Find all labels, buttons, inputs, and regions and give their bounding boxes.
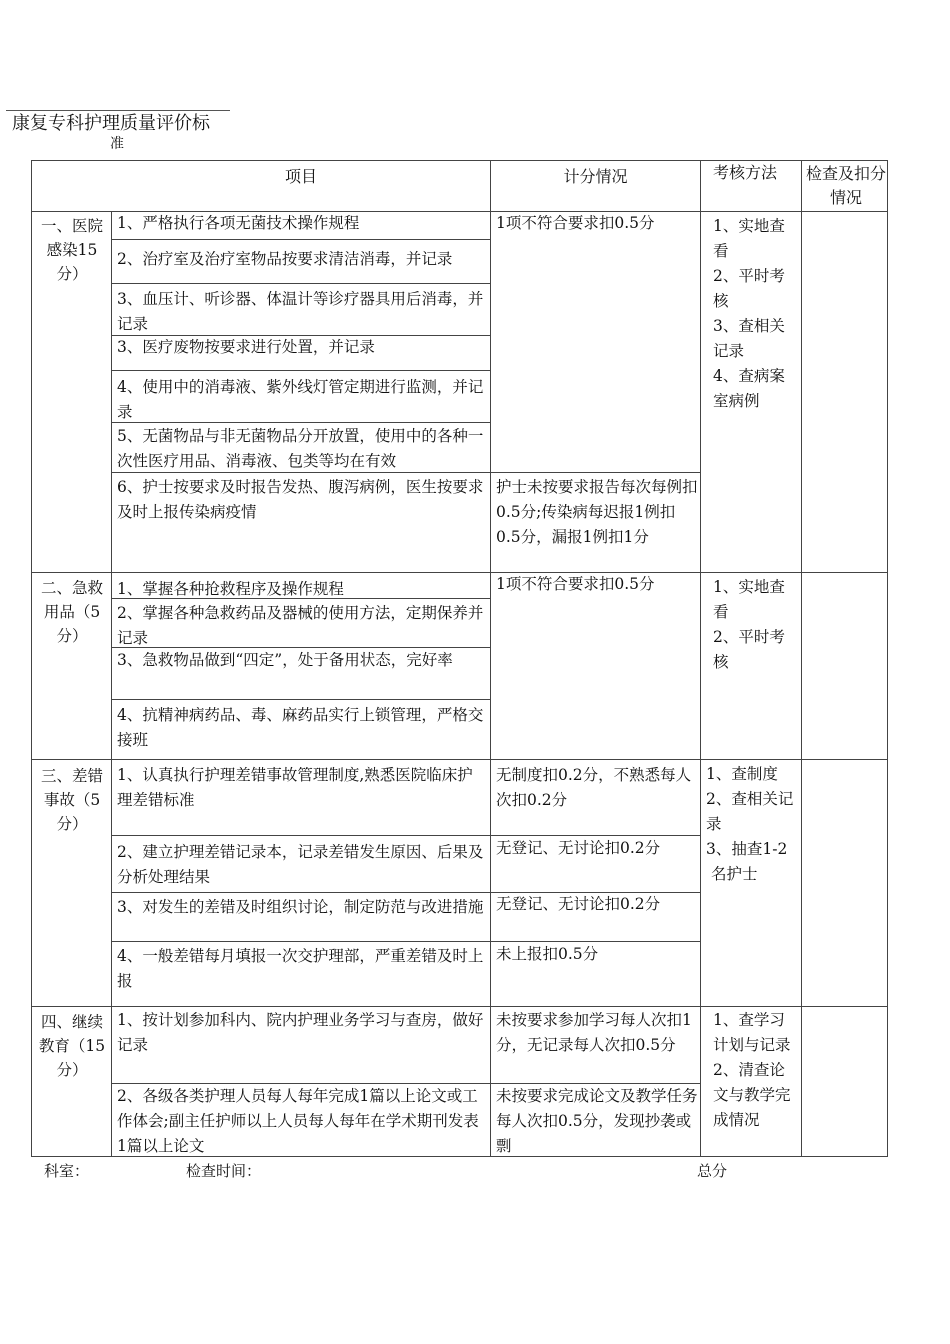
scoring-text: 护士未按要求报告每次每例扣0.5分;传染病每迟报1例扣0.5分，漏报1例扣1分 bbox=[496, 478, 698, 546]
section-separator-1 bbox=[31, 572, 888, 573]
item-text: 1、认真执行护理差错事故管理制度,熟悉医院临床护理差错标准 bbox=[117, 766, 473, 809]
method-text: 1、实地查看 2、平时考核 3、查相关记录 4、查病案室病例 bbox=[713, 217, 785, 410]
item-text: 3、急救物品做到“四定”，处于备用状态，完好率 bbox=[117, 651, 453, 669]
row-line bbox=[111, 283, 490, 284]
scoring-text: 无制度扣0.2分，不熟悉每人次扣0.2分 bbox=[496, 766, 692, 809]
item-text: 4、一般差错每月填报一次交护理部，严重差错及时上报 bbox=[117, 947, 484, 990]
item-text: 4、使用中的消毒液、紫外线灯管定期进行监测，并记录 bbox=[117, 378, 484, 421]
scoring-text: 1项不符合要求扣0.5分 bbox=[496, 575, 655, 593]
scoring-text: 1项不符合要求扣0.5分 bbox=[496, 214, 655, 232]
item-text: 1、严格执行各项无菌技术操作规程 bbox=[117, 214, 360, 232]
col-divider-2 bbox=[490, 160, 491, 1157]
footer-check-time: 检查时间： bbox=[186, 1162, 262, 1180]
col-divider-4 bbox=[801, 160, 802, 1157]
scoring-text: 未按要求参加学习每人次扣1分，无记录每人次扣0.5分 bbox=[496, 1011, 692, 1054]
method-text: 1、查制度 2、查相关记录 3、抽查1-2 名护士 bbox=[706, 765, 794, 883]
document-title: 康复专科护理质量评价标 bbox=[12, 113, 210, 134]
section-name: 三、差错事故（5分） bbox=[40, 767, 103, 833]
section-name: 四、继续教育（15分） bbox=[38, 1013, 106, 1079]
section-separator-2 bbox=[31, 759, 888, 760]
item-text: 1、掌握各种抢救程序及操作规程 bbox=[117, 580, 344, 598]
method-text: 1、实地查看 2、平时考核 bbox=[713, 578, 785, 671]
row-line bbox=[111, 472, 700, 473]
footer-total: 总分 bbox=[697, 1162, 728, 1180]
item-text: 5、无菌物品与非无菌物品分开放置，使用中的各种一次性医疗用品、消毒液、包类等均在有效 bbox=[117, 427, 484, 470]
col-divider-1 bbox=[111, 211, 112, 1157]
item-text: 3、医疗废物按要求进行处置，并记录 bbox=[117, 338, 375, 356]
section-name: 二、急救用品（5分） bbox=[40, 579, 103, 645]
col-divider-3 bbox=[700, 160, 701, 1157]
item-text: 1、按计划参加科内、院内护理业务学习与查房，做好记录 bbox=[117, 1011, 484, 1054]
item-text: 4、抗精神病药品、毒、麻药品实行上锁管理，严格交接班 bbox=[117, 706, 484, 749]
row-line bbox=[111, 598, 490, 599]
scoring-text: 未按要求完成论文及教学任务每人次扣0.5分，发现抄袭或剽 bbox=[496, 1087, 698, 1155]
header-deduction: 检查及扣分情况 bbox=[806, 164, 887, 207]
item-text: 3、对发生的差错及时组织讨论，制定防范与改进措施 bbox=[117, 898, 484, 916]
row-line bbox=[111, 422, 490, 423]
section-separator-3 bbox=[31, 1006, 888, 1007]
header-method: 考核方法 bbox=[713, 163, 778, 182]
row-line bbox=[111, 370, 490, 371]
row-line bbox=[111, 699, 490, 700]
item-text: 2、掌握各种急救药品及器械的使用方法，定期保养并记录 bbox=[117, 604, 484, 647]
title-rule bbox=[6, 110, 230, 111]
scoring-text: 未上报扣0.5分 bbox=[496, 945, 599, 963]
header-scoring: 计分情况 bbox=[563, 167, 628, 186]
row-line bbox=[111, 239, 490, 240]
item-text: 3、血压计、听诊器、体温计等诊疗器具用后消毒，并记录 bbox=[117, 290, 484, 333]
footer-dept: 科室： bbox=[44, 1162, 90, 1180]
scoring-text: 无登记、无讨论扣0.2分 bbox=[496, 895, 661, 913]
section-name: 一、医院感染15分） bbox=[40, 217, 103, 283]
document-title-continued: 准 bbox=[110, 136, 124, 152]
item-text: 2、各级各类护理人员每人每年完成1篇以上论文或工作体会;副主任护师以上人员每人每年在学术期刊发表1篇以上论文 bbox=[117, 1087, 479, 1155]
item-text: 2、治疗室及治疗室物品按要求清洁消毒，并记录 bbox=[117, 250, 453, 268]
method-text: 1、查学习计划与记录 2、清查论文与教学完成情况 bbox=[713, 1011, 791, 1129]
header-item: 项目 bbox=[284, 167, 317, 186]
item-text: 2、建立护理差错记录本，记录差错发生原因、后果及分析处理结果 bbox=[117, 843, 484, 886]
scoring-text: 无登记、无讨论扣0.2分 bbox=[496, 839, 661, 857]
item-text: 6、护士按要求及时报告发热、腹泻病例，医生按要求及时上报传染病疫情 bbox=[117, 478, 484, 521]
